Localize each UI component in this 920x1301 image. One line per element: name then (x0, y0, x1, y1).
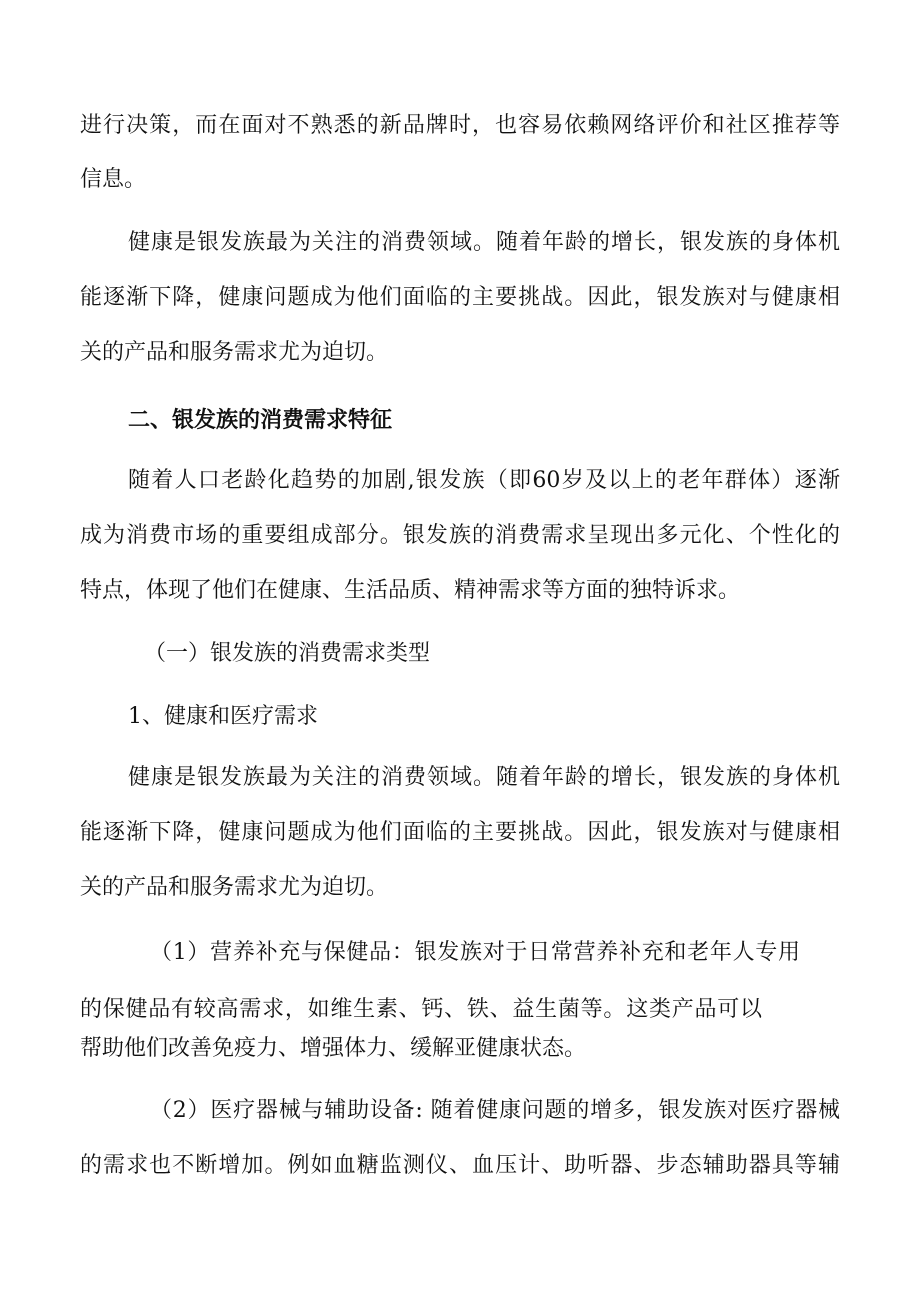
section-heading: 二、银发族的消费需求特征 (128, 407, 393, 433)
paragraph-line: 进行决策，而在面对不熟悉的新品牌时，也容易依赖网络评价和社区推荐等 (80, 113, 840, 138)
paragraph-line: 健康是银发族最为关注的消费领域。随着年龄的增长，银发族的身体机 (128, 230, 840, 255)
subsection-heading: （一）银发族的消费需求类型 (144, 641, 431, 666)
paragraph-line: 能逐渐下降，健康问题成为他们面临的主要挑战。因此，银发族对与健康相 (80, 820, 840, 845)
paragraph-line: 健康是银发族最为关注的消费领域。随着年龄的增长，银发族的身体机 (128, 765, 840, 790)
paragraph-line: （2）医疗器械与辅助设备: 随着健康问题的增多，银发族对医疗器械 (150, 1098, 840, 1123)
paragraph-line: 能逐渐下降，健康问题成为他们面临的主要挑战。因此，银发族对与健康相 (80, 285, 840, 310)
paragraph-line: 帮助他们改善免疫力、增强体力、缓解亚健康状态。 (80, 1036, 587, 1061)
paragraph-line: 随着人口老龄化趋势的加剧,银发族（即60岁及以上的老年群体）逐渐 (128, 468, 840, 493)
paragraph-line: （1）营养补充与保健品：银发族对于日常营养补充和老年人专用 (150, 940, 800, 965)
paragraph-line: 的需求也不断增加。例如血糖监测仪、血压计、助听器、步态辅助器具等辅 (80, 1153, 840, 1178)
paragraph-line: 成为消费市场的重要组成部分。银发族的消费需求呈现出多元化、个性化的 (80, 523, 840, 548)
paragraph-line: 特点，体现了他们在健康、生活品质、精神需求等方面的独特诉求。 (80, 578, 741, 603)
paragraph-line: 关的产品和服务需求尤为迫切。 (80, 340, 389, 365)
item-heading: 1、健康和医疗需求 (128, 704, 318, 729)
paragraph-line: 关的产品和服务需求尤为迫切。 (80, 875, 389, 900)
paragraph-line: 的保健品有较高需求，如维生素、钙、铁、益生菌等。这类产品可以 (80, 997, 762, 1022)
paragraph-line: 信息。 (80, 167, 147, 192)
